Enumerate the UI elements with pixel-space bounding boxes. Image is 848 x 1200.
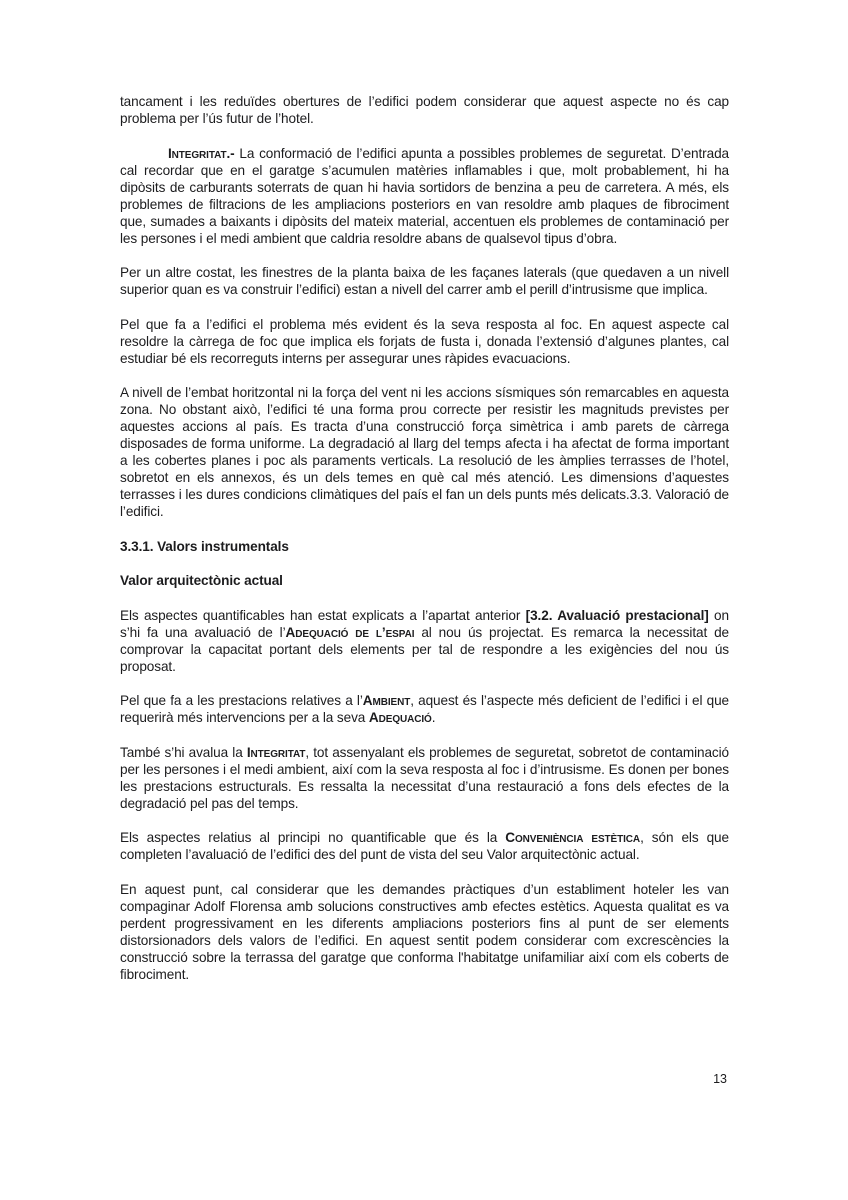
paragraph-text-run: , són els que completen l’avaluació de l’edifici des del punt de vista del seu Valor arquitectònic actual. <box>120 830 729 862</box>
heading-text: 3.3.1. Valors instrumentals <box>120 538 289 554</box>
para-avalua-integritat <box>120 744 729 812</box>
paragraph-text-run: Integritat <box>246 744 306 760</box>
paragraph-text-run: [3.2. Avaluació prestacional] <box>525 607 709 623</box>
heading-text: Valor arquitectònic actual <box>120 573 283 588</box>
para-integritat-seguretat <box>120 145 729 247</box>
heading-valor-arquitectonic-actual <box>120 572 729 589</box>
para-aspectes-quantificables <box>120 607 729 675</box>
para-prestacions-ambient <box>120 692 729 726</box>
paragraph-text-run: Per un altre costat, les finestres de la planta baixa de les façanes laterals (que quedaven a un nivell superior quan es va construir l’edifici) estan a nivell del carrer amb el perill d’intrusisme que implica. <box>120 265 729 297</box>
paragraph-text-run: Els aspectes quantificables han estat explicats a l’apartat anterior <box>120 607 526 623</box>
para-embat-horitzontal <box>120 384 729 520</box>
paragraph-text-run: Adequació <box>368 710 432 725</box>
page-number: 13 <box>713 1072 727 1086</box>
document-body <box>120 93 729 1000</box>
paragraph-text-run: Pel que fa a l’edifici el problema més evident és la seva resposta al foc. En aquest aspecte cal resoldre la càrrega de foc que implica els forjats de fusta i, donada l’extensió d’algunes plantes, cal estudiar bé els recorreguts interns per assegurar unes ràpides evacuacions. <box>120 316 729 366</box>
paragraph-text-run: al nou ús projectat. Es remarca la necessitat de comprovar la capacitat portant dels elements per tal de respondre a les exigències del nou ús proposat. <box>120 624 730 674</box>
paragraph-text-run: , tot assenyalant els problemes de seguretat, sobretot de contaminació per les persones i el medi ambient, així com la seva resposta al foc i d’intrusisme. Es donen per bones les prestacions estructurals. Es ressalta la necessitat d’una restauració a fons dels efectes de la degradació pel pas del temps. <box>120 744 730 811</box>
paragraph-text-run: Integritat.- <box>168 145 240 161</box>
paragraph-text-run: En aquest punt, cal considerar que les demandes pràctiques d’un establiment hoteler les van compaginar Adolf Florensa amb solucions constructives amb efectes estètics. Aquesta qualitat es va perdent progressivament en les diferents ampliacions posteriors fins al punt de ser elements distorsionadors dels valors de l’edifici. En aquest sentit podem considerar com excrescències la construcció sobre la terrassa del garatge que conforma l'habitatge unifamiliar així com els coberts de fibrociment. <box>120 881 729 982</box>
paragraph-text-run: tancament i les reduïdes obertures de l’edifici podem considerar que aquest aspecte no és cap problema per l’ús futur de l’hotel. <box>120 94 729 126</box>
heading-3-3-1-valors-instrumentals <box>120 538 729 555</box>
paragraph-text-run: La conformació de l’edifici apunta a possibles problemes de seguretat. D’entrada cal recordar que en el garatge s’acumulen matèries inflamables i que, molt probablement, hi ha dipòsits de carburants soterrats de quan hi havia sortidors de benzina a peu de carretera. A més, els problemes de filtracions de les ampliacions posteriors en van resoldre amb plaques de fibrociment que, sumades a baixants i dipòsits del mateix material, accentuen els problemes de contaminació per les persones i el medi ambient que caldria resoldre abans de qualsevol tipus d’obra. <box>120 145 729 246</box>
para-tancament-obertures <box>120 93 729 127</box>
paragraph-text-run: Pel que fa a les prestacions relatives a l’ <box>120 693 363 708</box>
paragraph-text-run: A nivell de l’embat horitzontal ni la força del vent ni les accions sísmiques són remarcables en aquesta zona. No obstant això, l’edifici té una forma prou correcte per resistir les magnituds previstes per aquestes accions al país. Es tracta d’una construcció força simètrica i amb parets de càrrega disposades de forma uniforme. La degradació al llarg del temps afecta i ha afectat de forma important a les cobertes planes i poc als paraments verticals. La resolució de les àmplies terrasses de l’hotel, sobretot en els annexos, és un dels temes en què cal més atenció. Les dimensions d’aquestes terrasses i les dures condicions climàtiques del país el fan un dels punts més delicats.3.3. Valoració de l’edifici. <box>120 385 729 519</box>
paragraph-text-run: . <box>431 710 436 725</box>
paragraph-text-run: Adequació de l’espai <box>285 624 415 640</box>
paragraph-text-run: Conveniència estètica <box>505 830 641 845</box>
paragraph-text-run: on s’hi fa una avaluació de l’ <box>120 607 729 640</box>
para-conveniencia-estetica <box>120 829 729 863</box>
para-resposta-al-foc <box>120 316 729 367</box>
paragraph-text-run: Ambient <box>362 693 411 708</box>
paragraph-text-run: Els aspectes relatius al principi no quantificable que és la <box>120 830 506 845</box>
para-finestres-planta-baixa <box>120 264 729 298</box>
para-adolf-florensa <box>120 881 729 983</box>
paragraph-text-run: També s’hi avalua la <box>120 744 247 760</box>
paragraph-text-run: , aquest és l’aspecte més deficient de l’edifici i el que requerirà més intervencions per a la seva <box>120 693 729 725</box>
